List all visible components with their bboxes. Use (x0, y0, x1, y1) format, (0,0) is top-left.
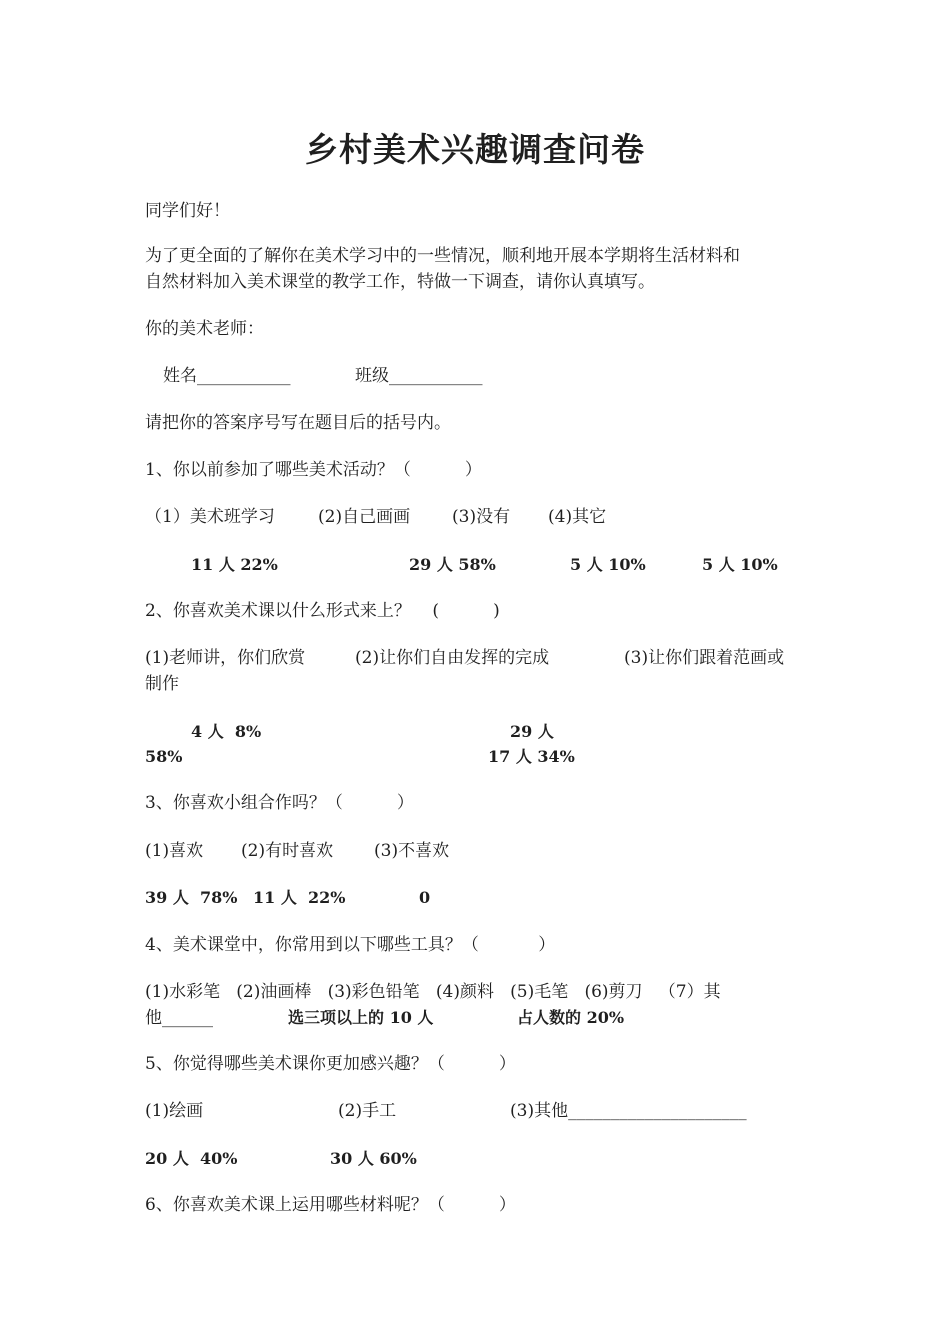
intro-line-1: 为了更全面的了解你在美术学习中的一些情况，顺利地开展本学期将生活材料和 (145, 246, 740, 266)
q1-result-4: 5 人 10% (702, 555, 778, 574)
q4-result-1: 选三项以上的 10 人 (288, 1008, 434, 1027)
name-field: 姓名___________ (163, 366, 291, 386)
class-field: 班级___________ (355, 366, 483, 386)
question-4: 4、美术课堂中，你常用到以下哪些工具？（ ） (145, 935, 556, 955)
q1-option-3: (3)没有 (452, 507, 511, 527)
q1-result-1: 11 人 22% (191, 555, 278, 574)
q5-option-2: (2)手工 (338, 1101, 397, 1121)
q1-option-4: (4)其它 (548, 507, 607, 527)
q2-result-2: 29 人 (510, 722, 554, 741)
q5-result-1: 20 人 40% (145, 1149, 238, 1168)
q1-option-2: (2)自己画画 (318, 507, 411, 527)
q2-result-3: 17 人 34% (488, 747, 575, 766)
q2-result-1: 4 人 8% (191, 722, 262, 741)
q1-result-2: 29 人 58% (409, 555, 496, 574)
teacher-label: 你的美术老师： (145, 319, 264, 339)
question-2: 2、你喜欢美术课以什么形式来上？ ( ) (145, 601, 500, 621)
q2-option-3: (3)让你们跟着范画或 (624, 648, 785, 668)
q4-options-line-1: (1)水彩笔 (2)油画棒 (3)彩色铅笔 (4)颜料 (5)毛笔 (6)剪刀 （7）其 (145, 982, 721, 1002)
intro-line-2: 自然材料加入美术课堂的教学工作，特做一下调查，请你认真填写。 (145, 272, 655, 292)
question-6: 6、你喜欢美术课上运用哪些材料呢？（ ） (145, 1195, 516, 1215)
q3-option-3: (3)不喜欢 (374, 841, 450, 861)
q2-option-1: (1)老师讲，你们欣赏 (145, 648, 306, 668)
question-5: 5、你觉得哪些美术课你更加感兴趣？（ ） (145, 1054, 516, 1074)
q3-option-2: (2)有时喜欢 (241, 841, 334, 861)
q2-option-3-cont: 制作 (145, 674, 179, 694)
q3-result-2: 11 人 22% (253, 888, 346, 907)
q5-option-1: (1)绘画 (145, 1101, 204, 1121)
q3-result-3: 0 (419, 888, 431, 907)
q1-result-3: 5 人 10% (570, 555, 646, 574)
q2-option-2: (2)让你们自由发挥的完成 (355, 648, 550, 668)
q4-options-line-2: 他______ (145, 1008, 213, 1028)
page-title: 乡村美术兴趣调查问卷 (305, 130, 645, 169)
greeting: 同学们好！ (145, 201, 230, 221)
question-3: 3、你喜欢小组合作吗？（ ） (145, 793, 414, 813)
question-1: 1、你以前参加了哪些美术活动？（ ） (145, 460, 482, 480)
q5-option-3: (3)其他_____________________ (510, 1101, 747, 1121)
q1-option-1: （1）美术班学习 (145, 507, 275, 527)
q4-result-2: 占人数的 20% (517, 1008, 625, 1027)
q5-result-2: 30 人 60% (330, 1149, 417, 1168)
q2-result-2-cont: 58% (145, 747, 183, 766)
q3-option-1: (1)喜欢 (145, 841, 204, 861)
q3-result-1: 39 人 78% (145, 888, 238, 907)
instruction: 请把你的答案序号写在题目后的括号内。 (145, 413, 451, 433)
